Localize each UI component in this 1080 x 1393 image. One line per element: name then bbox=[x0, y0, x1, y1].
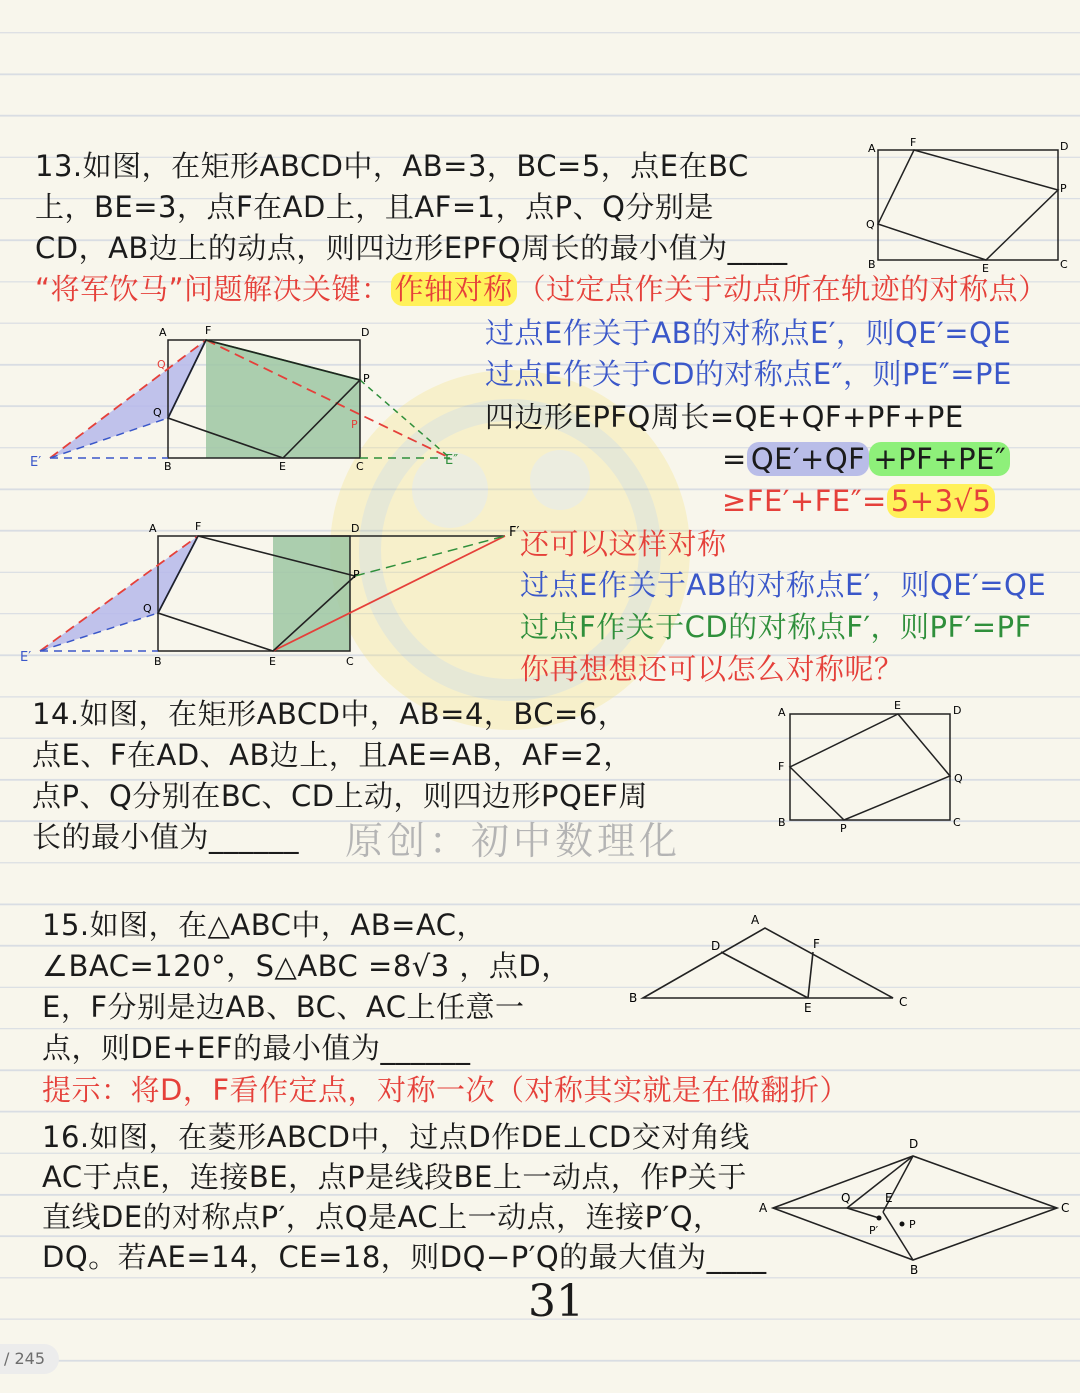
line4-green-highlight: +PF+PE″ bbox=[869, 442, 1010, 476]
problem13-hint bbox=[35, 269, 1048, 309]
svg-text:E″: E″ bbox=[445, 453, 459, 468]
hint-suffix: （过定点作关于动点所在轨迹的对称点） bbox=[516, 272, 1048, 306]
alt13-line1: 还可以这样对称 bbox=[520, 527, 727, 561]
svg-text:D: D bbox=[909, 1137, 919, 1151]
svg-text:E: E bbox=[279, 460, 286, 473]
label-a: A bbox=[868, 142, 876, 155]
svg-text:F: F bbox=[813, 937, 820, 951]
svg-text:B: B bbox=[778, 816, 786, 829]
svg-text:A: A bbox=[759, 1201, 768, 1215]
problem13-line1: 13.如图，在矩形ABCD中，AB=3，BC=5，点E在BC bbox=[35, 149, 749, 183]
svg-text:F: F bbox=[778, 760, 785, 773]
problem16-figure bbox=[755, 1132, 1075, 1277]
alt13-figure bbox=[15, 518, 525, 678]
problem13-line2: 上，BE=3，点F在AD上，且AF=1，点P、Q分别是 bbox=[35, 190, 714, 224]
problem15-line2: ∠BAC=120°，S△ABC =8√3 ，点D， bbox=[42, 949, 571, 983]
svg-text:A: A bbox=[149, 522, 157, 535]
svg-text:A: A bbox=[159, 326, 167, 339]
label-p: P bbox=[1060, 182, 1067, 195]
svg-text:P′: P′ bbox=[869, 1224, 879, 1237]
rect-abcd bbox=[878, 150, 1058, 260]
solution13-line3: 四边形EPFQ周长=QE+QF+PF+PE bbox=[485, 400, 964, 434]
problem13-figure bbox=[862, 136, 1072, 276]
svg-text:F′: F′ bbox=[509, 525, 520, 540]
label-d: D bbox=[1060, 140, 1069, 153]
svg-text:B: B bbox=[164, 460, 172, 473]
svg-text:Q: Q bbox=[954, 772, 963, 785]
quad-epfq bbox=[878, 150, 1058, 260]
problem15-figure bbox=[625, 910, 915, 1020]
line4-blue-highlight: QE′+QF bbox=[747, 442, 870, 476]
svg-text:P: P bbox=[909, 1218, 916, 1231]
svg-text:E′: E′ bbox=[30, 455, 42, 470]
solution13-line2: 过点E作关于CD的对称点E″，则PE″=PE bbox=[485, 357, 1012, 391]
svg-text:P: P bbox=[840, 822, 847, 835]
svg-text:P: P bbox=[363, 372, 370, 385]
svg-text:A: A bbox=[778, 706, 786, 719]
svg-text:F: F bbox=[205, 324, 212, 337]
svg-text:B: B bbox=[629, 991, 638, 1005]
svg-text:Q: Q bbox=[157, 358, 166, 371]
problem16-line1: 16.如图，在菱形ABCD中，过点D作DE⊥CD交对角线 bbox=[42, 1120, 750, 1154]
svg-text:C: C bbox=[356, 460, 364, 473]
svg-text:C: C bbox=[1061, 1201, 1070, 1215]
watermark: 原创：初中数理化 bbox=[345, 819, 682, 863]
problem16-line2: AC于点E，连接BE，点P是线段BE上一动点，作P关于 bbox=[42, 1160, 747, 1194]
svg-text:D: D bbox=[711, 939, 721, 953]
problem14-line2: 点E、F在AD、AB边上，且AE=AB，AF=2， bbox=[32, 738, 633, 772]
solution13-line4: = QE′+QF +PF+PE″ bbox=[722, 439, 1010, 479]
label-e: E bbox=[982, 262, 989, 275]
solution13-figure bbox=[25, 318, 475, 478]
svg-text:E′: E′ bbox=[20, 650, 32, 665]
svg-text:Q: Q bbox=[153, 406, 162, 419]
problem16-line4: DQ。若AE=14，CE=18，则DQ−P′Q的最大值为____ bbox=[42, 1240, 767, 1274]
svg-text:D: D bbox=[953, 704, 962, 717]
svg-text:A: A bbox=[751, 913, 760, 927]
hint-highlight: 作轴对称 bbox=[391, 272, 517, 306]
svg-text:D: D bbox=[351, 522, 360, 535]
label-c: C bbox=[1060, 258, 1068, 271]
problem14-figure bbox=[772, 698, 972, 838]
svg-text:E: E bbox=[894, 699, 901, 712]
problem15-line3: E，F分别是边AB、BC、AC上任意一 bbox=[42, 990, 525, 1024]
alt13-line2: 过点E作关于AB的对称点E′，则QE′=QE bbox=[520, 568, 1047, 602]
svg-text:Q: Q bbox=[143, 602, 152, 615]
problem14-line1: 14.如图，在矩形ABCD中，AB=4，BC=6， bbox=[32, 697, 628, 731]
solution13-line5: ≥FE′+FE″= 5+3√5 bbox=[722, 481, 995, 521]
svg-text:E: E bbox=[804, 1001, 812, 1015]
alt13-line4: 你再想想还可以怎么对称呢？ bbox=[520, 652, 904, 686]
svg-text:C: C bbox=[899, 995, 908, 1009]
svg-text:B: B bbox=[910, 1263, 919, 1277]
answer-highlight: 5+3√5 bbox=[887, 484, 996, 518]
problem13-line3: CD，AB边上的动点，则四边形EPFQ周长的最小值为____ bbox=[35, 231, 788, 265]
svg-text:P: P bbox=[353, 568, 360, 581]
svg-text:E: E bbox=[885, 1191, 893, 1205]
alt13-line3: 过点F作关于CD的对称点F′，则PF′=PF bbox=[520, 610, 1032, 644]
svg-text:E: E bbox=[269, 655, 276, 668]
label-q: Q bbox=[866, 218, 875, 231]
svg-text:F: F bbox=[195, 520, 202, 533]
svg-text:C: C bbox=[953, 816, 961, 829]
solution13-line1: 过点E作关于AB的对称点E′，则QE′=QE bbox=[485, 316, 1012, 350]
problem14-line3: 点P、Q分别在BC、CD上动，则四边形PQEF周 bbox=[32, 779, 648, 813]
hint-prefix: “将军饮马”问题解决关键： bbox=[35, 272, 391, 306]
page-count-badge: / 245 bbox=[0, 1344, 59, 1374]
svg-text:C: C bbox=[346, 655, 354, 668]
page-number: 31 bbox=[528, 1276, 584, 1327]
problem14-line4: 长的最小值为______ bbox=[32, 820, 300, 854]
svg-text:D: D bbox=[361, 326, 370, 339]
svg-text:B: B bbox=[154, 655, 162, 668]
problem16-line3: 直线DE的对称点P′，点Q是AC上一动点，连接P′Q， bbox=[42, 1200, 723, 1234]
label-f: F bbox=[910, 136, 917, 149]
svg-text:Q: Q bbox=[841, 1191, 851, 1205]
problem15-line1: 15.如图，在△ABC中，AB=AC， bbox=[42, 908, 487, 942]
label-b: B bbox=[868, 258, 876, 271]
svg-text:P: P bbox=[351, 418, 358, 431]
problem15-hint: 提示：将D，F看作定点，对称一次（对称其实就是在做翻折） bbox=[42, 1073, 850, 1107]
problem15-line4: 点，则DE+EF的最小值为______ bbox=[42, 1031, 471, 1065]
